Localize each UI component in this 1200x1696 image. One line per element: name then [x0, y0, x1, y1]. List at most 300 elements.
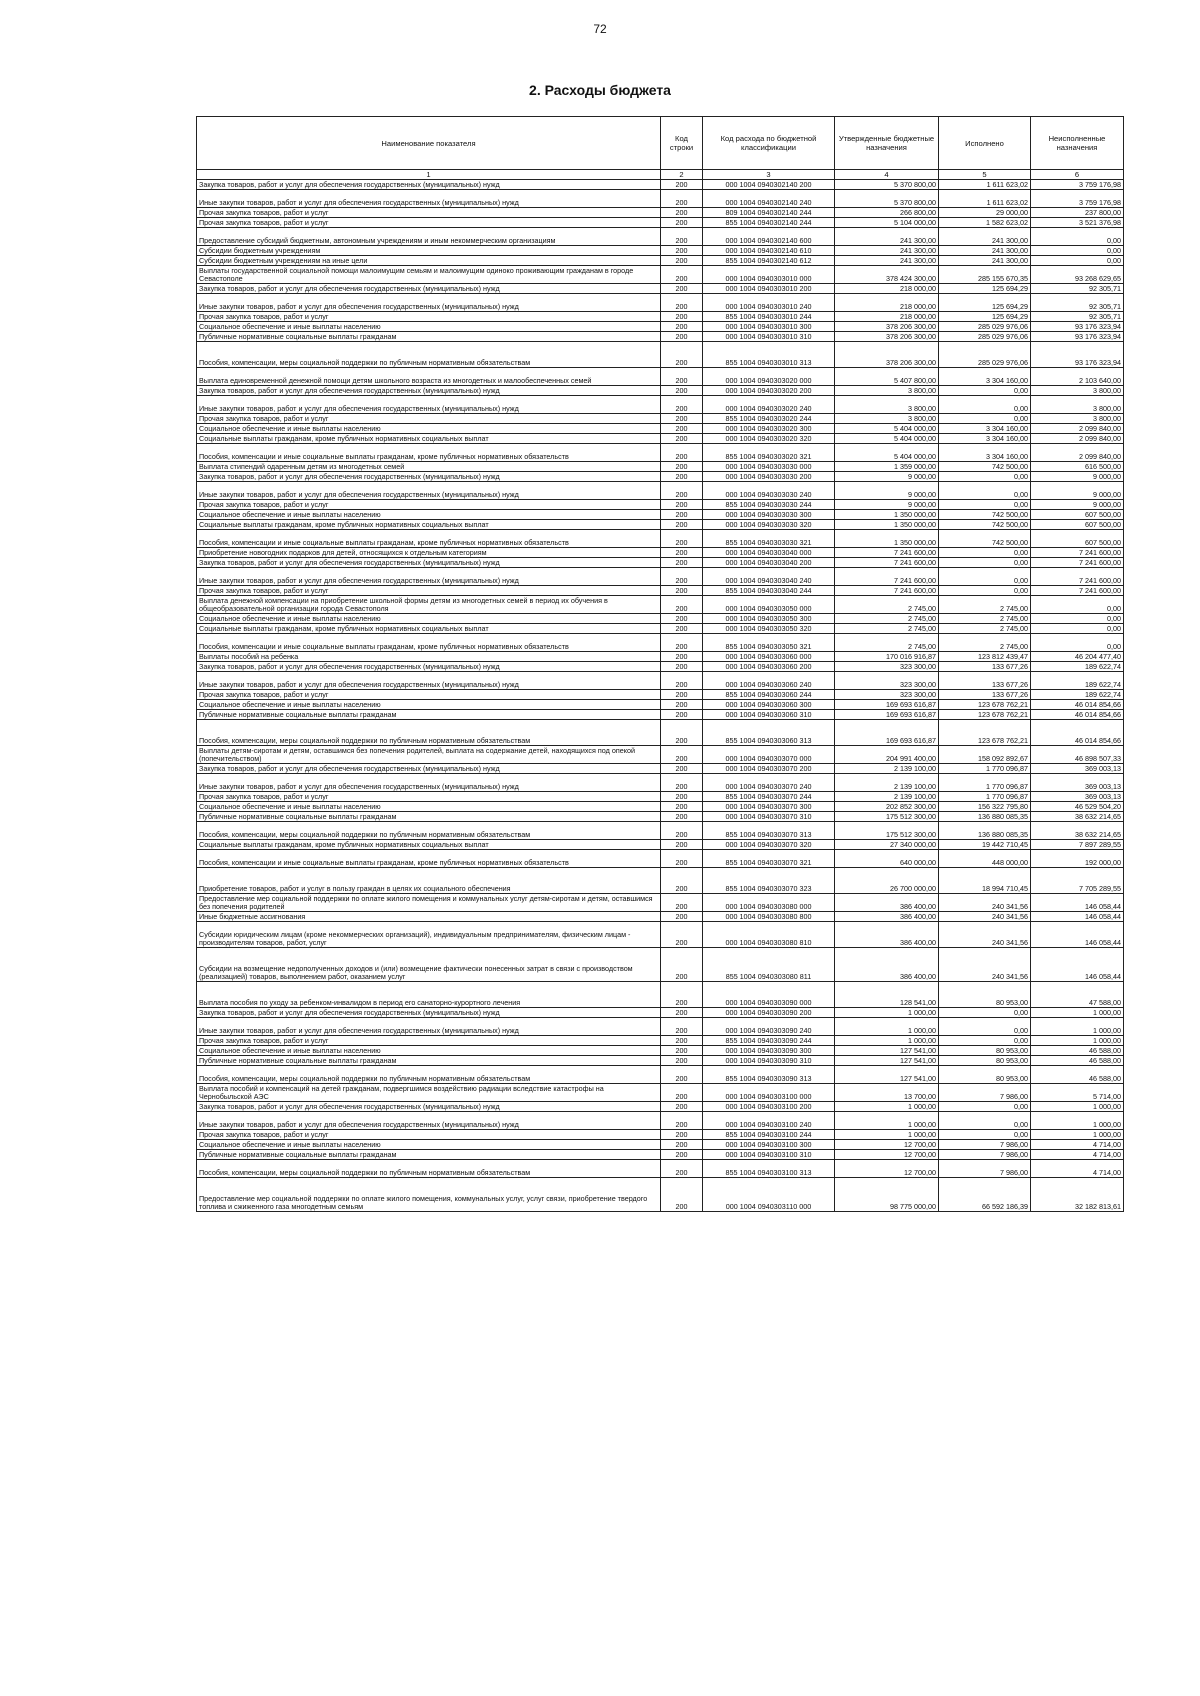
row-code: 200 [661, 1112, 703, 1130]
approved-amount: 241 300,00 [835, 256, 939, 266]
approved-amount: 7 241 600,00 [835, 558, 939, 568]
unexecuted-amount: 46 529 504,20 [1031, 802, 1124, 812]
approved-amount: 175 512 300,00 [835, 812, 939, 822]
row-code: 200 [661, 624, 703, 634]
row-code: 200 [661, 444, 703, 462]
classification-code: 000 1004 0940303080 810 [703, 922, 835, 948]
classification-code: 000 1004 0940303060 200 [703, 662, 835, 672]
unexecuted-amount: 189 622,74 [1031, 690, 1124, 700]
row-name: Социальные выплаты гражданам, кроме публичных нормативных социальных выплат [197, 520, 661, 530]
approved-amount: 1 000,00 [835, 1112, 939, 1130]
row-code: 200 [661, 1102, 703, 1112]
executed-amount: 0,00 [939, 1102, 1031, 1112]
executed-amount: 156 322 795,80 [939, 802, 1031, 812]
approved-amount: 3 800,00 [835, 386, 939, 396]
row-name: Иные закупки товаров, работ и услуг для обеспечения государственных (муниципальных) нужд [197, 294, 661, 312]
executed-amount: 7 986,00 [939, 1160, 1031, 1178]
executed-amount: 2 745,00 [939, 614, 1031, 624]
approved-amount: 386 400,00 [835, 948, 939, 982]
row-name: Прочая закупка товаров, работ и услуг [197, 792, 661, 802]
column-header-executed: Исполнено [939, 117, 1031, 170]
classification-code: 000 1004 0940303040 240 [703, 568, 835, 586]
executed-amount: 0,00 [939, 1018, 1031, 1036]
row-code: 200 [661, 180, 703, 190]
row-name: Социальное обеспечение и иные выплаты населению [197, 424, 661, 434]
table-body [197, 180, 1124, 1212]
row-name: Предоставление мер социальной поддержки по оплате жилого помещения, коммунальных услуг, услуг связи, приобретение твердого топлива и сжиженного газа многодетным семьям [197, 1178, 661, 1212]
approved-amount: 5 404 000,00 [835, 424, 939, 434]
row-name: Иные бюджетные ассигнования [197, 912, 661, 922]
table-row [197, 266, 1124, 284]
approved-amount: 323 300,00 [835, 672, 939, 690]
classification-code: 000 1004 0940303090 310 [703, 1056, 835, 1066]
row-code: 200 [661, 690, 703, 700]
unexecuted-amount: 0,00 [1031, 596, 1124, 614]
unexecuted-amount: 4 714,00 [1031, 1140, 1124, 1150]
row-name: Пособия, компенсации и иные социальные выплаты гражданам, кроме публичных нормативных обязательств [197, 850, 661, 868]
unexecuted-amount: 3 800,00 [1031, 386, 1124, 396]
table-row [197, 812, 1124, 822]
row-code: 200 [661, 720, 703, 746]
row-name: Субсидии на возмещение недополученных доходов и (или) возмещение фактически понесенных затрат в связи с производством (реализацией) товаров, выполнением работ, оказанием услуг [197, 948, 661, 982]
unexecuted-amount: 1 000,00 [1031, 1008, 1124, 1018]
approved-amount: 2 745,00 [835, 624, 939, 634]
table-row [197, 912, 1124, 922]
table-row [197, 1178, 1124, 1212]
classification-code: 000 1004 0940303090 000 [703, 982, 835, 1008]
unexecuted-amount: 93 176 323,94 [1031, 322, 1124, 332]
classification-code: 000 1004 0940303030 320 [703, 520, 835, 530]
row-code: 200 [661, 1150, 703, 1160]
executed-amount: 158 092 892,67 [939, 746, 1031, 764]
row-code: 200 [661, 774, 703, 792]
unexecuted-amount: 2 103 640,00 [1031, 368, 1124, 386]
classification-code: 000 1004 0940303090 240 [703, 1018, 835, 1036]
approved-amount: 5 404 000,00 [835, 434, 939, 444]
classification-code: 000 1004 0940303030 200 [703, 472, 835, 482]
unexecuted-amount: 3 759 176,98 [1031, 190, 1124, 208]
unexecuted-amount: 92 305,71 [1031, 284, 1124, 294]
approved-amount: 323 300,00 [835, 662, 939, 672]
approved-amount: 218 000,00 [835, 294, 939, 312]
unexecuted-amount: 3 800,00 [1031, 414, 1124, 424]
unexecuted-amount: 369 003,13 [1031, 792, 1124, 802]
row-code: 200 [661, 1046, 703, 1056]
row-name: Приобретение новогодних подарков для детей, относящихся к отдельным категориям [197, 548, 661, 558]
unexecuted-amount: 38 632 214,65 [1031, 812, 1124, 822]
row-code: 200 [661, 840, 703, 850]
approved-amount: 378 424 300,00 [835, 266, 939, 284]
unexecuted-amount: 607 500,00 [1031, 530, 1124, 548]
row-name: Иные закупки товаров, работ и услуг для обеспечения государственных (муниципальных) нужд [197, 774, 661, 792]
approved-amount: 3 800,00 [835, 414, 939, 424]
approved-amount: 5 104 000,00 [835, 218, 939, 228]
approved-amount: 127 541,00 [835, 1066, 939, 1084]
column-header-classification-code: Код расхода по бюджетной классификации [703, 117, 835, 170]
classification-code: 855 1004 0940303100 313 [703, 1160, 835, 1178]
unexecuted-amount: 1 000,00 [1031, 1130, 1124, 1140]
approved-amount: 27 340 000,00 [835, 840, 939, 850]
row-name: Социальное обеспечение и иные выплаты населению [197, 700, 661, 710]
table-row [197, 1102, 1124, 1112]
executed-amount: 0,00 [939, 1130, 1031, 1140]
executed-amount: 19 442 710,45 [939, 840, 1031, 850]
row-name: Публичные нормативные социальные выплаты гражданам [197, 1056, 661, 1066]
unexecuted-amount: 4 714,00 [1031, 1150, 1124, 1160]
classification-code: 000 1004 0940303050 000 [703, 596, 835, 614]
row-code: 200 [661, 1056, 703, 1066]
row-name: Прочая закупка товаров, работ и услуг [197, 218, 661, 228]
row-code: 200 [661, 634, 703, 652]
row-code: 200 [661, 368, 703, 386]
unexecuted-amount: 2 099 840,00 [1031, 444, 1124, 462]
executed-amount: 0,00 [939, 500, 1031, 510]
row-code: 200 [661, 434, 703, 444]
row-name: Выплата единовременной денежной помощи детям школьного возраста из многодетных и малообеспеченных семей [197, 368, 661, 386]
row-name: Выплаты пособий на ребенка [197, 652, 661, 662]
executed-amount: 123 678 762,21 [939, 700, 1031, 710]
row-name: Прочая закупка товаров, работ и услуг [197, 208, 661, 218]
classification-code: 000 1004 0940302140 200 [703, 180, 835, 190]
classification-code: 000 1004 0940303020 320 [703, 434, 835, 444]
classification-code: 000 1004 0940302140 240 [703, 190, 835, 208]
row-code: 200 [661, 312, 703, 322]
approved-amount: 2 745,00 [835, 614, 939, 624]
row-code: 200 [661, 948, 703, 982]
table-row [197, 802, 1124, 812]
row-code: 200 [661, 322, 703, 332]
approved-amount: 378 206 300,00 [835, 332, 939, 342]
unexecuted-amount: 46 588,00 [1031, 1056, 1124, 1066]
table-row [197, 922, 1124, 948]
executed-amount: 2 745,00 [939, 596, 1031, 614]
executed-amount: 0,00 [939, 386, 1031, 396]
row-name: Социальное обеспечение и иные выплаты населению [197, 614, 661, 624]
unexecuted-amount: 93 176 323,94 [1031, 342, 1124, 368]
unexecuted-amount: 3 800,00 [1031, 396, 1124, 414]
table-row [197, 322, 1124, 332]
row-code: 200 [661, 912, 703, 922]
table-row [197, 710, 1124, 720]
unexecuted-amount: 1 000,00 [1031, 1018, 1124, 1036]
classification-code: 855 1004 0940303060 244 [703, 690, 835, 700]
executed-amount: 285 155 670,35 [939, 266, 1031, 284]
approved-amount: 128 541,00 [835, 982, 939, 1008]
row-name: Выплата стипендий одаренным детям из многодетных семей [197, 462, 661, 472]
executed-amount: 241 300,00 [939, 228, 1031, 246]
row-code: 200 [661, 1178, 703, 1212]
unexecuted-amount: 46 014 854,66 [1031, 710, 1124, 720]
classification-code: 855 1004 0940303100 244 [703, 1130, 835, 1140]
table-row [197, 228, 1124, 246]
row-name: Иные закупки товаров, работ и услуг для обеспечения государственных (муниципальных) нужд [197, 396, 661, 414]
executed-amount: 285 029 976,06 [939, 332, 1031, 342]
table-row [197, 1008, 1124, 1018]
executed-amount: 136 880 085,35 [939, 812, 1031, 822]
row-name: Публичные нормативные социальные выплаты гражданам [197, 710, 661, 720]
approved-amount: 127 541,00 [835, 1056, 939, 1066]
row-name: Публичные нормативные социальные выплаты гражданам [197, 1150, 661, 1160]
row-name: Социальное обеспечение и иные выплаты населению [197, 802, 661, 812]
row-name: Социальное обеспечение и иные выплаты населению [197, 322, 661, 332]
row-name: Пособия, компенсации, меры социальной поддержки по публичным нормативным обязательствам [197, 822, 661, 840]
classification-code: 000 1004 0940303080 000 [703, 894, 835, 912]
executed-amount: 7 986,00 [939, 1140, 1031, 1150]
row-name: Публичные нормативные социальные выплаты гражданам [197, 332, 661, 342]
table-row [197, 672, 1124, 690]
executed-amount: 7 986,00 [939, 1084, 1031, 1102]
classification-code: 000 1004 0940303050 300 [703, 614, 835, 624]
unexecuted-amount: 92 305,71 [1031, 312, 1124, 322]
classification-code: 000 1004 0940303060 300 [703, 700, 835, 710]
approved-amount: 1 350 000,00 [835, 510, 939, 520]
table-row [197, 472, 1124, 482]
row-code: 200 [661, 332, 703, 342]
row-code: 200 [661, 266, 703, 284]
table-row [197, 558, 1124, 568]
approved-amount: 1 000,00 [835, 1102, 939, 1112]
executed-amount: 7 986,00 [939, 1150, 1031, 1160]
table-row [197, 312, 1124, 322]
table-row [197, 510, 1124, 520]
classification-code: 855 1004 0940303010 313 [703, 342, 835, 368]
unexecuted-amount: 0,00 [1031, 624, 1124, 634]
classification-code: 855 1004 0940303060 313 [703, 720, 835, 746]
unexecuted-amount: 32 182 813,61 [1031, 1178, 1124, 1212]
unexecuted-amount: 47 588,00 [1031, 982, 1124, 1008]
row-code: 200 [661, 246, 703, 256]
row-code: 200 [661, 662, 703, 672]
table-row [197, 284, 1124, 294]
table-row [197, 624, 1124, 634]
executed-amount: 1 770 096,87 [939, 792, 1031, 802]
approved-amount: 2 139 100,00 [835, 764, 939, 774]
table-row [197, 548, 1124, 558]
unexecuted-amount: 38 632 214,65 [1031, 822, 1124, 840]
approved-amount: 9 000,00 [835, 482, 939, 500]
row-code: 200 [661, 1130, 703, 1140]
row-code: 200 [661, 510, 703, 520]
executed-amount: 123 678 762,21 [939, 710, 1031, 720]
table-row [197, 434, 1124, 444]
unexecuted-amount: 7 241 600,00 [1031, 568, 1124, 586]
row-code: 200 [661, 482, 703, 500]
approved-amount: 1 350 000,00 [835, 520, 939, 530]
unexecuted-amount: 5 714,00 [1031, 1084, 1124, 1102]
row-name: Закупка товаров, работ и услуг для обеспечения государственных (муниципальных) нужд [197, 472, 661, 482]
table-header-row [197, 117, 1124, 170]
classification-code: 855 1004 0940303090 313 [703, 1066, 835, 1084]
classification-code: 855 1004 0940303030 244 [703, 500, 835, 510]
executed-amount: 241 300,00 [939, 256, 1031, 266]
executed-amount: 2 745,00 [939, 624, 1031, 634]
approved-amount: 386 400,00 [835, 894, 939, 912]
approved-amount: 12 700,00 [835, 1150, 939, 1160]
approved-amount: 378 206 300,00 [835, 322, 939, 332]
column-header-approved: Утвержденные бюджетные назначения [835, 117, 939, 170]
executed-amount: 240 341,56 [939, 922, 1031, 948]
unexecuted-amount: 0,00 [1031, 614, 1124, 624]
row-name: Социальные выплаты гражданам, кроме публичных нормативных социальных выплат [197, 434, 661, 444]
row-code: 200 [661, 802, 703, 812]
approved-amount: 1 350 000,00 [835, 530, 939, 548]
classification-code: 000 1004 0940303010 000 [703, 266, 835, 284]
executed-amount: 285 029 976,06 [939, 322, 1031, 332]
approved-amount: 378 206 300,00 [835, 342, 939, 368]
row-code: 200 [661, 868, 703, 894]
table-row [197, 1066, 1124, 1084]
approved-amount: 5 407 800,00 [835, 368, 939, 386]
table-row [197, 332, 1124, 342]
row-name: Прочая закупка товаров, работ и услуг [197, 414, 661, 424]
row-name: Предоставление мер социальной поддержки по оплате жилого помещения и коммунальных услуг детям-сиротам и детям, оставшимся без попечения родителей [197, 894, 661, 912]
executed-amount: 742 500,00 [939, 520, 1031, 530]
column-header-row-code: Код строки [661, 117, 703, 170]
row-name: Иные закупки товаров, работ и услуг для обеспечения государственных (муниципальных) нужд [197, 1112, 661, 1130]
row-code: 200 [661, 1066, 703, 1084]
executed-amount: 240 341,56 [939, 948, 1031, 982]
approved-amount: 202 852 300,00 [835, 802, 939, 812]
row-name: Закупка товаров, работ и услуг для обеспечения государственных (муниципальных) нужд [197, 386, 661, 396]
classification-code: 000 1004 0940303030 240 [703, 482, 835, 500]
approved-amount: 169 693 616,87 [835, 700, 939, 710]
executed-amount: 66 592 186,39 [939, 1178, 1031, 1212]
row-name: Социальное обеспечение и иные выплаты населению [197, 1046, 661, 1056]
approved-amount: 1 000,00 [835, 1036, 939, 1046]
row-code: 200 [661, 414, 703, 424]
column-header-unexecuted: Неисполненные назначения [1031, 117, 1124, 170]
table-column-number-row [197, 170, 1124, 180]
table-row [197, 246, 1124, 256]
classification-code: 855 1004 0940303020 244 [703, 414, 835, 424]
approved-amount: 9 000,00 [835, 472, 939, 482]
classification-code: 000 1004 0940303100 300 [703, 1140, 835, 1150]
unexecuted-amount: 146 058,44 [1031, 912, 1124, 922]
table-row [197, 1036, 1124, 1046]
executed-amount: 0,00 [939, 1036, 1031, 1046]
unexecuted-amount: 146 058,44 [1031, 894, 1124, 912]
row-name: Социальное обеспечение и иные выплаты населению [197, 1140, 661, 1150]
row-code: 200 [661, 1036, 703, 1046]
unexecuted-amount: 0,00 [1031, 256, 1124, 266]
classification-code: 000 1004 0940303110 000 [703, 1178, 835, 1212]
unexecuted-amount: 146 058,44 [1031, 922, 1124, 948]
executed-amount: 125 694,29 [939, 312, 1031, 322]
unexecuted-amount: 0,00 [1031, 634, 1124, 652]
table-row [197, 700, 1124, 710]
table-row [197, 368, 1124, 386]
row-code: 200 [661, 746, 703, 764]
row-code: 200 [661, 294, 703, 312]
classification-code: 855 1004 0940303070 313 [703, 822, 835, 840]
approved-amount: 169 693 616,87 [835, 720, 939, 746]
executed-amount: 742 500,00 [939, 530, 1031, 548]
executed-amount: 0,00 [939, 558, 1031, 568]
executed-amount: 241 300,00 [939, 246, 1031, 256]
executed-amount: 133 677,26 [939, 662, 1031, 672]
row-code: 200 [661, 922, 703, 948]
row-name: Выплата пособий и компенсаций на детей гражданам, подвергшимся воздействию радиации вследствие катастрофы на Чернобыльской АЭС [197, 1084, 661, 1102]
row-name: Прочая закупка товаров, работ и услуг [197, 1130, 661, 1140]
approved-amount: 1 359 000,00 [835, 462, 939, 472]
classification-code: 855 1004 0940303050 321 [703, 634, 835, 652]
classification-code: 000 1004 0940303010 240 [703, 294, 835, 312]
unexecuted-amount: 4 714,00 [1031, 1160, 1124, 1178]
column-header-name: Наименование показателя [197, 117, 661, 170]
classification-code: 000 1004 0940303100 240 [703, 1112, 835, 1130]
row-name: Пособия, компенсации и иные социальные выплаты гражданам, кроме публичных нормативных обязательств [197, 444, 661, 462]
executed-amount: 125 694,29 [939, 284, 1031, 294]
unexecuted-amount: 2 099 840,00 [1031, 434, 1124, 444]
unexecuted-amount: 9 000,00 [1031, 482, 1124, 500]
table-row [197, 720, 1124, 746]
classification-code: 000 1004 0940303010 200 [703, 284, 835, 294]
classification-code: 000 1004 0940303070 300 [703, 802, 835, 812]
unexecuted-amount: 7 705 289,55 [1031, 868, 1124, 894]
executed-amount: 1 611 623,02 [939, 180, 1031, 190]
executed-amount: 285 029 976,06 [939, 342, 1031, 368]
table-row [197, 414, 1124, 424]
table-row [197, 746, 1124, 764]
row-name: Иные закупки товаров, работ и услуг для обеспечения государственных (муниципальных) нужд [197, 1018, 661, 1036]
executed-amount: 18 994 710,45 [939, 868, 1031, 894]
classification-code: 000 1004 0940303060 000 [703, 652, 835, 662]
classification-code: 855 1004 0940303070 321 [703, 850, 835, 868]
page-title: 2. Расходы бюджета [529, 82, 671, 98]
row-code: 200 [661, 596, 703, 614]
row-name: Иные закупки товаров, работ и услуг для обеспечения государственных (муниципальных) нужд [197, 482, 661, 500]
approved-amount: 2 745,00 [835, 596, 939, 614]
executed-amount: 0,00 [939, 548, 1031, 558]
table-row [197, 396, 1124, 414]
unexecuted-amount: 0,00 [1031, 228, 1124, 246]
table-row [197, 520, 1124, 530]
row-name: Социальные выплаты гражданам, кроме публичных нормативных социальных выплат [197, 624, 661, 634]
classification-code: 000 1004 0940303020 000 [703, 368, 835, 386]
executed-amount: 240 341,56 [939, 912, 1031, 922]
row-name: Закупка товаров, работ и услуг для обеспечения государственных (муниципальных) нужд [197, 180, 661, 190]
row-name: Иные закупки товаров, работ и услуг для обеспечения государственных (муниципальных) нужд [197, 568, 661, 586]
row-name: Прочая закупка товаров, работ и услуг [197, 500, 661, 510]
table-row [197, 1018, 1124, 1036]
table-row [197, 894, 1124, 912]
table-row [197, 596, 1124, 614]
classification-code: 000 1004 0940302140 600 [703, 228, 835, 246]
classification-code: 000 1004 0940303050 320 [703, 624, 835, 634]
classification-code: 855 1004 0940303080 811 [703, 948, 835, 982]
table-row [197, 1112, 1124, 1130]
row-code: 200 [661, 568, 703, 586]
approved-amount: 3 800,00 [835, 396, 939, 414]
row-name: Пособия, компенсации, меры социальной поддержки по публичным нормативным обязательствам [197, 720, 661, 746]
table-row [197, 634, 1124, 652]
classification-code: 000 1004 0940303030 300 [703, 510, 835, 520]
executed-amount: 742 500,00 [939, 510, 1031, 520]
classification-code: 809 1004 0940302140 244 [703, 208, 835, 218]
approved-amount: 266 800,00 [835, 208, 939, 218]
table-row [197, 1084, 1124, 1102]
executed-amount: 80 953,00 [939, 982, 1031, 1008]
executed-amount: 3 304 160,00 [939, 424, 1031, 434]
classification-code: 000 1004 0940303090 200 [703, 1008, 835, 1018]
table-row [197, 1130, 1124, 1140]
executed-amount: 0,00 [939, 1008, 1031, 1018]
row-name: Прочая закупка товаров, работ и услуг [197, 690, 661, 700]
approved-amount: 218 000,00 [835, 312, 939, 322]
row-name: Выплата денежной компенсации на приобретение школьной формы детям из многодетных семей в период их обучения в общеобразовательной организации города Севастополя [197, 596, 661, 614]
classification-code: 000 1004 0940303020 200 [703, 386, 835, 396]
table-row [197, 1046, 1124, 1056]
